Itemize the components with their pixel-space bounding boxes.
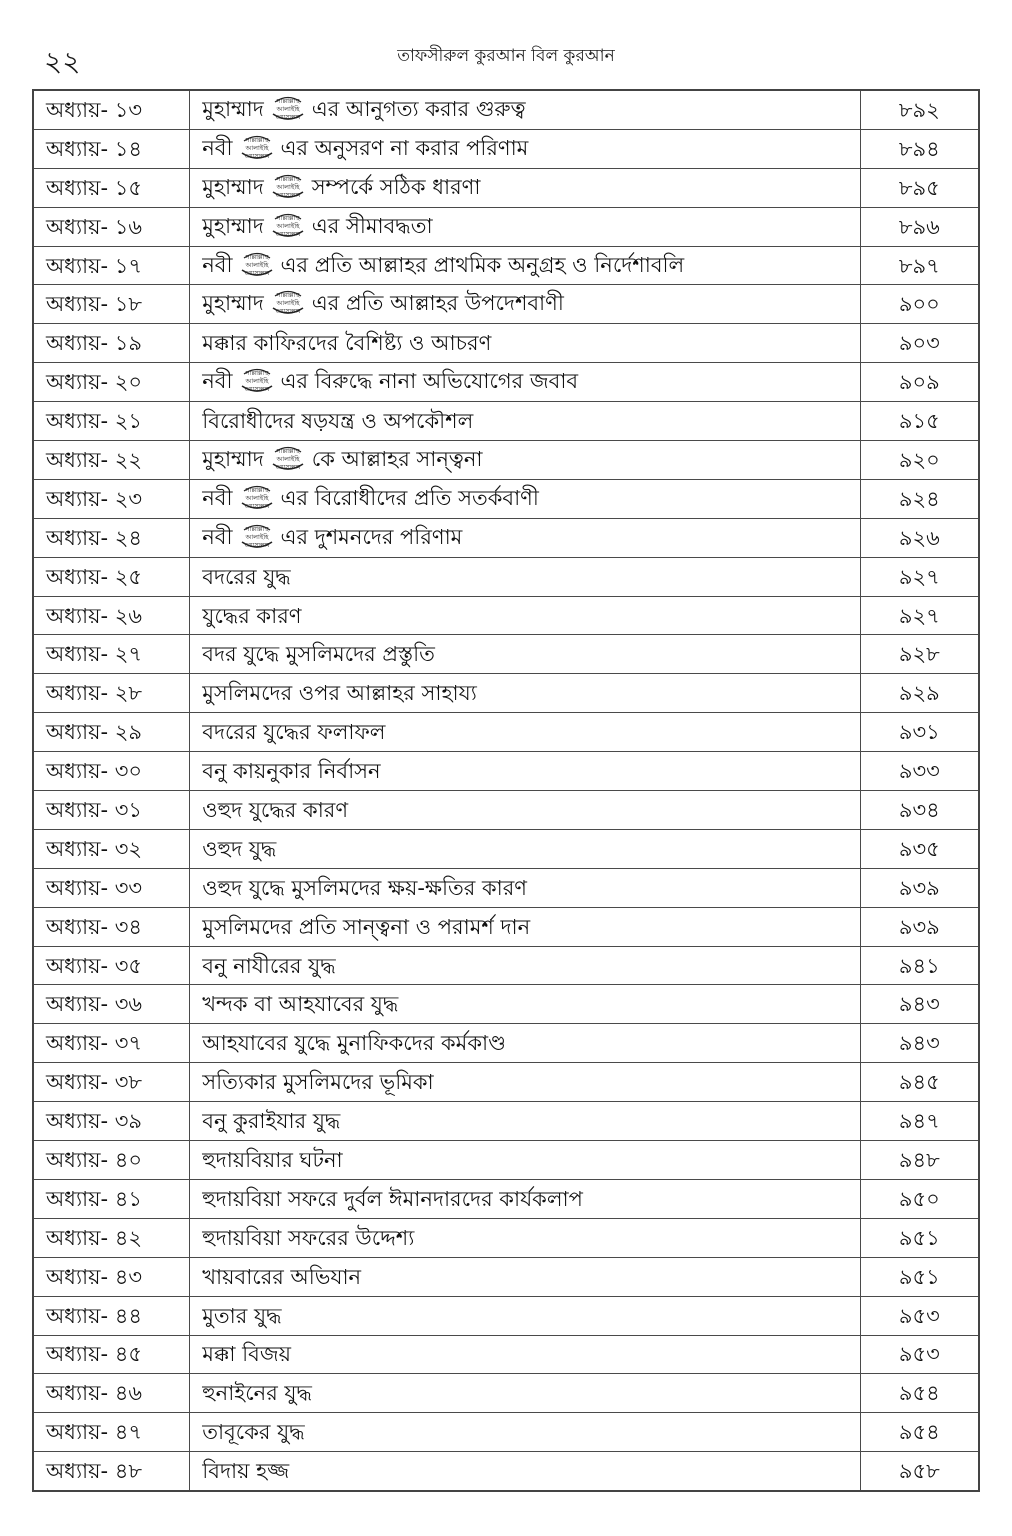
toc-row[interactable] [33,1141,979,1180]
chapter-title[interactable] [190,752,860,791]
chapter-title[interactable] [190,129,860,168]
chapter-title-text: হুদায়বিয়া সফরে দুর্বল ঈমানদারদের কার্যকলাপ [202,1186,583,1211]
chapter-title[interactable] [190,946,860,985]
chapter-title[interactable] [190,907,860,946]
chapter-title[interactable] [190,829,860,868]
svg-text:আলাইহি: আলাইহি [245,493,268,502]
page-ref: ৯০৩ [860,324,979,363]
toc-row[interactable] [33,868,979,907]
chapter-title-text: তাবূকের যুদ্ধ [202,1420,305,1445]
toc-row[interactable] [33,285,979,324]
chapter-title-text: হুদায়বিয়ার ঘটনা [202,1147,343,1172]
svg-text:সাল্লাল্লাহু: সাল্লাল্লাহু [244,369,269,378]
toc-row[interactable] [33,324,979,363]
chapter-title-text: মুতার যুদ্ধ [202,1303,282,1328]
chapter-title-text: ওহুদ যুদ্ধের কারণ [202,797,349,822]
chapter-number: অধ্যায়- ১৭ [33,246,190,285]
chapter-title[interactable] [190,246,860,285]
chapter-title-text: হুদায়বিয়া সফরের উদ্দেশ্য [202,1225,415,1250]
chapter-number: অধ্যায়- ২৩ [33,479,190,518]
chapter-title-text-continued: এর প্রতি আল্লাহর উপদেশবাণী [311,291,564,316]
page-ref: ৮৯৬ [860,207,979,246]
chapter-title[interactable] [190,285,860,324]
page-ref: ৯০০ [860,285,979,324]
salallahu-alaihi-wasallam-icon [270,211,306,239]
page-ref: ৯২৭ [860,596,979,635]
toc-body [33,90,979,1491]
chapter-title[interactable] [190,1179,860,1218]
chapter-number: অধ্যায়- ২৬ [33,596,190,635]
chapter-title-text: মুসলিমদের প্রতি সান্ত্বনা ও পরামর্শ দান [202,914,531,939]
chapter-number: অধ্যায়- ৩৩ [33,868,190,907]
toc-row[interactable] [33,907,979,946]
page-ref: ৯৩৯ [860,907,979,946]
page-ref: ৯৪১ [860,946,979,985]
chapter-title[interactable] [190,1141,860,1180]
chapter-number: অধ্যায়- ৪২ [33,1218,190,1257]
chapter-title[interactable] [190,324,860,363]
chapter-title[interactable] [190,363,860,402]
chapter-title-text: ওহুদ যুদ্ধ [202,836,277,861]
page-ref: ৮৯৪ [860,129,979,168]
toc-row[interactable] [33,791,979,830]
toc-row[interactable] [33,1063,979,1102]
svg-text:ওয়াসাল্লাম: ওয়াসাল্লাম [275,191,301,199]
page-ref: ৯০৯ [860,363,979,402]
chapter-title-text: মুসলিমদের ওপর আল্লাহর সাহায্য [202,681,477,706]
page-ref: ৯৩৩ [860,752,979,791]
chapter-number: অধ্যায়- ৩০ [33,752,190,791]
chapter-title-text-continued: এর বিরোধীদের প্রতি সতর্কবাণী [280,485,539,510]
svg-text:আলাইহি: আলাইহি [276,221,300,230]
salallahu-alaihi-wasallam-icon [239,366,275,394]
chapter-title[interactable] [190,1102,860,1141]
page-ref: ৯৫৩ [860,1296,979,1335]
page-ref: ৯২৭ [860,557,979,596]
page-ref: ৯৩১ [860,713,979,752]
svg-text:ওয়াসাল্লাম: ওয়াসাল্লাম [275,463,301,471]
chapter-title-text: মক্কা বিজয় [202,1342,292,1367]
salallahu-alaihi-wasallam-icon [270,444,306,472]
svg-text:ওয়াসাল্লাম: ওয়াসাল্লাম [275,230,301,238]
chapter-title[interactable] [190,168,860,207]
chapter-title-text: বদরের যুদ্ধের ফলাফল [202,720,386,745]
page-ref: ৯৫০ [860,1179,979,1218]
chapter-title-text: নবী [202,135,233,160]
page-ref: ৯২৪ [860,479,979,518]
page-ref: ৯৫৪ [860,1413,979,1452]
toc-row[interactable] [33,441,979,480]
chapter-title-text: বনু কায়নুকার নির্বাসন [202,759,381,784]
chapter-title-text-continued: এর সীমাবদ্ধতা [311,213,433,238]
salallahu-alaihi-wasallam-icon [270,94,306,122]
chapter-title-text: যুদ্ধের কারণ [202,603,302,628]
svg-text:আলাইহি: আলাইহি [245,143,268,152]
page-number: ২২ [44,45,81,78]
chapter-number: অধ্যায়- ৩৯ [33,1102,190,1141]
chapter-title[interactable] [190,1218,860,1257]
chapter-number: অধ্যায়- ১৮ [33,285,190,324]
chapter-number: অধ্যায়- ৪৬ [33,1374,190,1413]
chapter-number: অধ্যায়- ৪১ [33,1179,190,1218]
svg-text:সাল্লাল্লাহু: সাল্লাল্লাহু [276,291,300,300]
toc-row[interactable] [33,207,979,246]
svg-text:ওয়াসাল্লাম: ওয়াসাল্লাম [244,502,269,510]
toc-row[interactable] [33,1296,979,1335]
chapter-title[interactable] [190,1374,860,1413]
svg-text:ওয়াসাল্লাম: ওয়াসাল্লাম [244,152,269,160]
chapter-number: অধ্যায়- ২২ [33,441,190,480]
page-ref: ৯৪৩ [860,985,979,1024]
chapter-title-text: ওহুদ যুদ্ধে মুসলিমদের ক্ষয়-ক্ষতির কারণ [202,875,527,900]
chapter-number: অধ্যায়- ৩৮ [33,1063,190,1102]
chapter-title[interactable] [190,596,860,635]
toc-row[interactable] [33,713,979,752]
chapter-title[interactable] [190,479,860,518]
page-ref: ৯৫৪ [860,1374,979,1413]
chapter-number: অধ্যায়- ৩৫ [33,946,190,985]
svg-text:সাল্লাল্লাহু: সাল্লাল্লাহু [244,524,269,533]
chapter-number: অধ্যায়- ১৬ [33,207,190,246]
chapter-number: অধ্যায়- ১৩ [33,90,190,129]
toc-row[interactable] [33,402,979,441]
page-ref: ৯২৮ [860,635,979,674]
page-ref: ৮৯৫ [860,168,979,207]
chapter-title-text-continued: কে আল্লাহর সান্ত্বনা [311,446,483,471]
chapter-title[interactable] [190,674,860,713]
svg-text:আলাইহি: আলাইহি [245,377,268,386]
toc-row[interactable] [33,363,979,402]
chapter-title-text-continued: এর প্রতি আল্লাহর প্রাথমিক অনুগ্রহ ও নির্দেশাবলি [280,252,685,277]
svg-text:সাল্লাল্লাহু: সাল্লাল্লাহু [244,485,269,494]
page-ref: ৯১৫ [860,402,979,441]
chapter-title-text: মক্কার কাফিরদের বৈশিষ্ট্য ও আচরণ [202,331,492,356]
svg-text:সাল্লাল্লাহু: সাল্লাল্লাহু [276,174,300,183]
page-ref: ৯২৬ [860,518,979,557]
svg-text:সাল্লাল্লাহু: সাল্লাল্লাহু [276,96,300,105]
page-ref: ৯৫৩ [860,1335,979,1374]
chapter-number: অধ্যায়- ৪৫ [33,1335,190,1374]
page-ref: ৯৪৩ [860,1024,979,1063]
svg-text:আলাইহি: আলাইহি [245,532,268,541]
chapter-title[interactable] [190,207,860,246]
chapter-number: অধ্যায়- ১৫ [33,168,190,207]
page-ref: ৯৪৮ [860,1141,979,1180]
chapter-number: অধ্যায়- ৪৩ [33,1257,190,1296]
table-of-contents [32,89,980,1492]
salallahu-alaihi-wasallam-icon [270,172,306,200]
chapter-title-text: মুহাম্মাদ [202,213,264,238]
page-ref: ৯৪৫ [860,1063,979,1102]
toc-row[interactable] [33,1102,979,1141]
chapter-number: অধ্যায়- ২৮ [33,674,190,713]
chapter-title-text-continued: এর বিরুদ্ধে নানা অভিযোগের জবাব [280,369,579,394]
chapter-title-text-continued: এর আনুগত্য করার গুরুত্ব [311,96,526,121]
chapter-number: অধ্যায়- ২১ [33,402,190,441]
page-ref: ৯৫১ [860,1218,979,1257]
svg-text:সাল্লাল্লাহু: সাল্লাল্লাহু [244,135,269,144]
toc-row[interactable] [33,557,979,596]
running-header-book-title: তাফসীরুল কুরআন বিল কুরআন [397,46,615,66]
toc-row[interactable] [33,985,979,1024]
chapter-title[interactable] [190,1413,860,1452]
toc-row[interactable] [33,246,979,285]
chapter-title-text-continued: এর দুশমনদের পরিণাম [280,524,463,549]
chapter-title-text: নবী [202,369,233,394]
toc-row[interactable] [33,1024,979,1063]
chapter-title[interactable] [190,791,860,830]
chapter-number: অধ্যায়- ২৫ [33,557,190,596]
svg-text:আলাইহি: আলাইহি [276,299,300,308]
toc-row[interactable] [33,129,979,168]
salallahu-alaihi-wasallam-icon [239,250,275,278]
chapter-title-text: খায়বারের অভিযান [202,1264,362,1289]
svg-text:ওয়াসাল্লাম: ওয়াসাল্লাম [275,308,301,316]
page-ref: ৯২৯ [860,674,979,713]
chapter-title[interactable] [190,557,860,596]
chapter-title-text: নবী [202,252,233,277]
toc-row[interactable] [33,635,979,674]
svg-text:আলাইহি: আলাইহি [245,260,268,269]
chapter-number: অধ্যায়- ৪০ [33,1141,190,1180]
chapter-title[interactable] [190,1063,860,1102]
chapter-number: অধ্যায়- ৪৪ [33,1296,190,1335]
chapter-title-text: বদর যুদ্ধে মুসলিমদের প্রস্তুতি [202,642,435,667]
chapter-title-text: বনু কুরাইযার যুদ্ধ [202,1109,341,1134]
svg-text:সাল্লাল্লাহু: সাল্লাল্লাহু [244,252,269,261]
chapter-title-text: নবী [202,485,233,510]
toc-row[interactable] [33,168,979,207]
salallahu-alaihi-wasallam-icon [239,483,275,511]
page-ref: ৯৩৫ [860,829,979,868]
chapter-title[interactable] [190,402,860,441]
chapter-number: অধ্যায়- ৪৭ [33,1413,190,1452]
page-ref: ৯৫৮ [860,1452,979,1491]
toc-row[interactable] [33,1218,979,1257]
toc-row[interactable] [33,1452,979,1491]
svg-text:আলাইহি: আলাইহি [276,182,300,191]
chapter-title-text: মুহাম্মাদ [202,174,264,199]
chapter-title[interactable] [190,713,860,752]
toc-row[interactable] [33,90,979,129]
chapter-number: অধ্যায়- ২৭ [33,635,190,674]
chapter-number: অধ্যায়- ১৪ [33,129,190,168]
chapter-title[interactable] [190,868,860,907]
chapter-title[interactable] [190,1024,860,1063]
svg-text:ওয়াসাল্লাম: ওয়াসাল্লাম [244,541,269,549]
chapter-title-text: খন্দক বা আহযাবের যুদ্ধ [202,992,399,1017]
salallahu-alaihi-wasallam-icon [239,522,275,550]
chapter-number: অধ্যায়- ২৪ [33,518,190,557]
chapter-title-text: মুহাম্মাদ [202,291,264,316]
toc-row[interactable] [33,752,979,791]
chapter-title[interactable] [190,635,860,674]
chapter-title-text: বিরোধীদের ষড়যন্ত্র ও অপকৌশল [202,409,474,434]
svg-text:ওয়াসাল্লাম: ওয়াসাল্লাম [275,113,301,121]
page-ref: ৯৫১ [860,1257,979,1296]
toc-row[interactable] [33,1413,979,1452]
page-ref: ৮৯৭ [860,246,979,285]
chapter-title-text: আহযাবের যুদ্ধে মুনাফিকদের কর্মকাণ্ড [202,1031,506,1056]
chapter-number: অধ্যায়- ৪৮ [33,1452,190,1491]
toc-row[interactable] [33,1374,979,1413]
chapter-title[interactable] [190,985,860,1024]
svg-text:সাল্লাল্লাহু: সাল্লাল্লাহু [276,446,300,455]
chapter-number: অধ্যায়- ৩১ [33,791,190,830]
chapter-number: অধ্যায়- ৩৭ [33,1024,190,1063]
toc-row[interactable] [33,1257,979,1296]
chapter-title-text: মুহাম্মাদ [202,96,264,121]
chapter-title[interactable] [190,1452,860,1491]
chapter-title-text-continued: সম্পর্কে সঠিক ধারণা [311,174,481,199]
chapter-title-text-continued: এর অনুসরণ না করার পরিণাম [280,135,529,160]
chapter-title-text: বনু নাযীরের যুদ্ধ [202,953,336,978]
chapter-number: অধ্যায়- ৩২ [33,829,190,868]
chapter-number: অধ্যায়- ২০ [33,363,190,402]
chapter-title-text: বিদায় হজ্জ [202,1459,290,1484]
chapter-title-text: নবী [202,524,233,549]
chapter-title-text: বদরের যুদ্ধ [202,564,291,589]
chapter-title[interactable] [190,90,860,129]
page-ref: ৯৩৪ [860,791,979,830]
svg-text:আলাইহি: আলাইহি [276,104,300,113]
toc-row[interactable] [33,674,979,713]
page-ref: ৯৩৯ [860,868,979,907]
svg-text:ওয়াসাল্লাম: ওয়াসাল্লাম [244,269,269,277]
chapter-number: অধ্যায়- ৩৪ [33,907,190,946]
page-ref: ৯২০ [860,441,979,480]
chapter-title[interactable] [190,1257,860,1296]
salallahu-alaihi-wasallam-icon [239,133,275,161]
toc-row[interactable] [33,596,979,635]
salallahu-alaihi-wasallam-icon [270,288,306,316]
chapter-title[interactable] [190,1335,860,1374]
page-ref: ৮৯২ [860,90,979,129]
toc-row[interactable] [33,829,979,868]
svg-text:সাল্লাল্লাহু: সাল্লাল্লাহু [276,213,300,222]
chapter-number: অধ্যায়- ২৯ [33,713,190,752]
toc-row[interactable] [33,1179,979,1218]
chapter-title[interactable] [190,441,860,480]
svg-text:ওয়াসাল্লাম: ওয়াসাল্লাম [244,386,269,394]
chapter-title[interactable] [190,1296,860,1335]
chapter-number: অধ্যায়- ৩৬ [33,985,190,1024]
chapter-title[interactable] [190,518,860,557]
page-ref: ৯৪৭ [860,1102,979,1141]
toc-row[interactable] [33,479,979,518]
chapter-title-text: সত্যিকার মুসলিমদের ভূমিকা [202,1070,434,1095]
chapter-title-text: মুহাম্মাদ [202,446,264,471]
toc-row[interactable] [33,1335,979,1374]
toc-row[interactable] [33,518,979,557]
svg-text:আলাইহি: আলাইহি [276,454,300,463]
toc-row[interactable] [33,946,979,985]
chapter-number: অধ্যায়- ১৯ [33,324,190,363]
chapter-title-text: হুনাইনের যুদ্ধ [202,1381,312,1406]
